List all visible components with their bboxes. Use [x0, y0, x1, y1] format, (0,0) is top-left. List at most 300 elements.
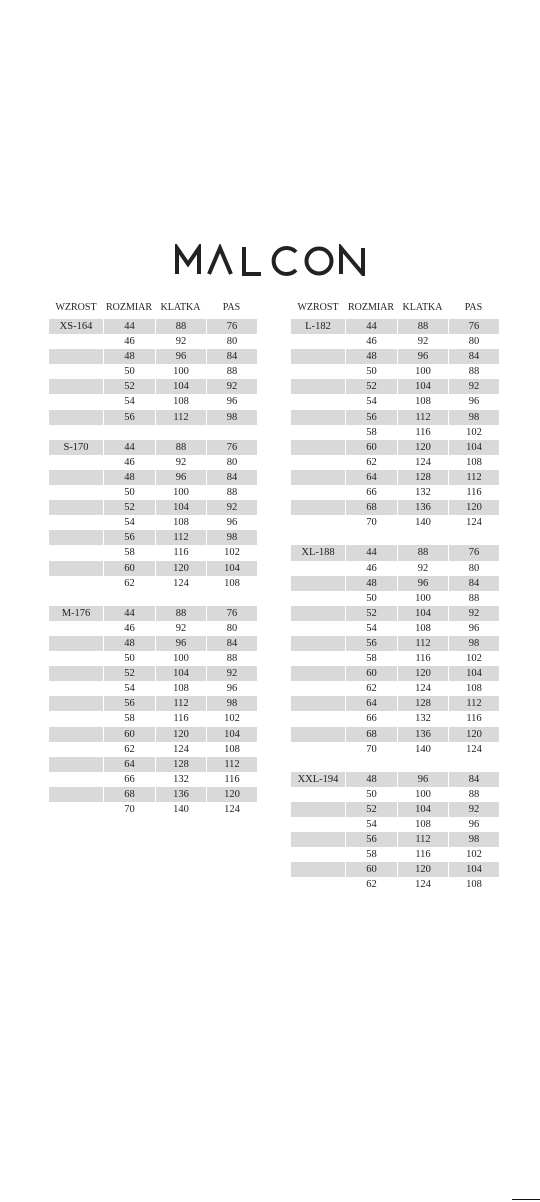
cell-pas: 96 — [448, 817, 499, 832]
cell-pas: 98 — [206, 410, 257, 425]
cell-pas: 80 — [448, 561, 499, 576]
cell-wzrost — [49, 681, 103, 696]
cell-klatka: 92 — [155, 455, 206, 470]
cell-wzrost — [49, 470, 103, 485]
cell-pas: 98 — [206, 530, 257, 545]
cell-pas: 80 — [206, 455, 257, 470]
table-row — [49, 319, 257, 334]
cell-pas: 102 — [448, 425, 499, 440]
cell-rozmiar: 68 — [345, 500, 397, 515]
table-row — [49, 772, 257, 787]
table-row — [291, 319, 499, 334]
cell-klatka: 112 — [155, 530, 206, 545]
cell-pas: 92 — [206, 500, 257, 515]
cell-klatka: 124 — [155, 742, 206, 757]
cell-klatka: 112 — [155, 410, 206, 425]
table-row — [291, 425, 499, 440]
cell-klatka: 120 — [397, 440, 448, 455]
table-row — [49, 394, 257, 409]
cell-rozmiar: 46 — [103, 621, 155, 636]
cell-pas: 96 — [206, 681, 257, 696]
cell-wzrost — [49, 515, 103, 530]
cell-pas: 84 — [448, 576, 499, 591]
cell-klatka: 96 — [397, 772, 448, 787]
cell-klatka: 104 — [155, 379, 206, 394]
cell-rozmiar: 48 — [345, 772, 397, 787]
cell-klatka: 104 — [397, 379, 448, 394]
cell-rozmiar: 56 — [345, 636, 397, 651]
table-row — [49, 802, 257, 817]
table-row — [291, 802, 499, 817]
cell-wzrost: XS-164 — [59, 321, 93, 332]
cell-wzrost: L-182 — [305, 321, 331, 332]
header-wzrost: WZROST — [55, 302, 97, 313]
cell-klatka: 100 — [155, 485, 206, 500]
cell-klatka: 136 — [397, 500, 448, 515]
cell-rozmiar: 44 — [345, 545, 397, 560]
cell-rozmiar: 46 — [345, 561, 397, 576]
table-row — [49, 727, 257, 742]
cell-wzrost — [49, 757, 103, 772]
cell-pas: 116 — [206, 772, 257, 787]
cell-klatka: 96 — [397, 349, 448, 364]
table-row — [291, 349, 499, 364]
cell-klatka: 124 — [397, 455, 448, 470]
table-row — [49, 621, 257, 636]
cell-wzrost — [291, 742, 345, 757]
table-body — [291, 319, 499, 893]
cell-klatka: 104 — [397, 802, 448, 817]
cell-pas: 84 — [206, 470, 257, 485]
cell-klatka: 100 — [397, 364, 448, 379]
table-row — [291, 576, 499, 591]
cell-wzrost — [291, 817, 345, 832]
corner-divider — [512, 1199, 540, 1200]
group-spacer — [291, 757, 499, 772]
table-row — [49, 681, 257, 696]
table-row — [291, 394, 499, 409]
cell-wzrost — [291, 636, 345, 651]
table-row — [49, 757, 257, 772]
cell-wzrost — [49, 742, 103, 757]
cell-wzrost — [291, 651, 345, 666]
cell-rozmiar: 50 — [103, 364, 155, 379]
cell-wzrost — [49, 379, 103, 394]
cell-pas: 96 — [448, 621, 499, 636]
cell-wzrost — [49, 364, 103, 379]
table-row — [291, 727, 499, 742]
cell-klatka: 88 — [397, 319, 448, 334]
table-row — [291, 817, 499, 832]
cell-rozmiar: 44 — [103, 440, 155, 455]
table-row — [291, 696, 499, 711]
cell-pas: 88 — [206, 485, 257, 500]
cell-pas: 88 — [206, 364, 257, 379]
cell-pas: 108 — [448, 877, 499, 892]
cell-klatka: 140 — [155, 802, 206, 817]
cell-klatka: 128 — [155, 757, 206, 772]
cell-klatka: 132 — [397, 711, 448, 726]
cell-klatka: 112 — [397, 410, 448, 425]
cell-rozmiar: 48 — [345, 349, 397, 364]
cell-rozmiar: 44 — [103, 606, 155, 621]
cell-rozmiar: 46 — [345, 334, 397, 349]
table-row — [49, 636, 257, 651]
table-row — [49, 455, 257, 470]
table-row — [291, 606, 499, 621]
cell-pas: 98 — [448, 636, 499, 651]
cell-wzrost — [291, 576, 345, 591]
cell-klatka: 108 — [155, 394, 206, 409]
cell-rozmiar: 46 — [103, 334, 155, 349]
cell-rozmiar: 50 — [345, 787, 397, 802]
cell-klatka: 132 — [397, 485, 448, 500]
cell-pas: 104 — [206, 727, 257, 742]
table-body — [49, 319, 257, 817]
cell-pas: 112 — [206, 757, 257, 772]
table-row — [49, 696, 257, 711]
cell-pas: 96 — [206, 515, 257, 530]
cell-klatka: 140 — [397, 742, 448, 757]
table-row — [291, 485, 499, 500]
cell-pas: 116 — [448, 711, 499, 726]
cell-rozmiar: 44 — [103, 319, 155, 334]
table-row — [49, 787, 257, 802]
cell-pas: 92 — [448, 606, 499, 621]
table-row — [291, 787, 499, 802]
cell-wzrost — [291, 440, 345, 455]
cell-rozmiar: 62 — [345, 877, 397, 892]
cell-klatka: 108 — [155, 515, 206, 530]
cell-klatka: 88 — [397, 545, 448, 560]
cell-klatka: 136 — [155, 787, 206, 802]
table-row — [291, 666, 499, 681]
cell-rozmiar: 48 — [103, 349, 155, 364]
cell-rozmiar: 52 — [103, 379, 155, 394]
cell-wzrost — [291, 425, 345, 440]
cell-wzrost — [49, 561, 103, 576]
cell-pas: 92 — [206, 666, 257, 681]
cell-pas: 76 — [206, 440, 257, 455]
cell-wzrost — [291, 455, 345, 470]
cell-pas: 102 — [448, 847, 499, 862]
cell-rozmiar: 60 — [103, 561, 155, 576]
table-row — [49, 364, 257, 379]
cell-pas: 80 — [448, 334, 499, 349]
table-row — [291, 545, 499, 560]
cell-klatka: 116 — [155, 711, 206, 726]
cell-klatka: 88 — [155, 440, 206, 455]
cell-wzrost — [49, 455, 103, 470]
cell-pas: 96 — [448, 394, 499, 409]
table-row — [291, 440, 499, 455]
table-row — [49, 500, 257, 515]
cell-klatka: 108 — [155, 681, 206, 696]
cell-wzrost — [291, 379, 345, 394]
table-header — [49, 300, 257, 315]
cell-pas: 88 — [448, 364, 499, 379]
cell-rozmiar: 54 — [345, 394, 397, 409]
cell-wzrost — [291, 410, 345, 425]
cell-pas: 108 — [448, 455, 499, 470]
header-pas: PAS — [464, 302, 483, 313]
table-row — [49, 485, 257, 500]
cell-pas: 92 — [448, 379, 499, 394]
cell-klatka: 96 — [155, 470, 206, 485]
cell-klatka: 104 — [155, 500, 206, 515]
cell-pas: 124 — [448, 742, 499, 757]
cell-rozmiar: 60 — [103, 727, 155, 742]
table-row — [49, 515, 257, 530]
cell-rozmiar: 46 — [103, 455, 155, 470]
table-row — [291, 334, 499, 349]
cell-klatka: 116 — [397, 847, 448, 862]
cell-wzrost — [49, 576, 103, 591]
table-row — [291, 832, 499, 847]
cell-klatka: 92 — [155, 334, 206, 349]
cell-wzrost — [291, 666, 345, 681]
cell-klatka: 92 — [397, 334, 448, 349]
cell-rozmiar: 44 — [345, 319, 397, 334]
table-row — [291, 772, 499, 787]
cell-pas: 76 — [206, 606, 257, 621]
cell-rozmiar: 52 — [345, 802, 397, 817]
cell-rozmiar: 68 — [345, 727, 397, 742]
cell-pas: 102 — [206, 711, 257, 726]
cell-wzrost — [49, 727, 103, 742]
cell-pas: 80 — [206, 334, 257, 349]
table-row — [291, 636, 499, 651]
cell-pas: 104 — [448, 440, 499, 455]
cell-pas: 98 — [448, 410, 499, 425]
table-row — [49, 334, 257, 349]
cell-pas: 84 — [448, 349, 499, 364]
cell-wzrost — [49, 530, 103, 545]
cell-pas: 84 — [206, 349, 257, 364]
table-row — [49, 576, 257, 591]
cell-rozmiar: 54 — [345, 621, 397, 636]
cell-klatka: 108 — [397, 621, 448, 636]
cell-rozmiar: 64 — [345, 696, 397, 711]
table-row — [49, 711, 257, 726]
table-row — [49, 666, 257, 681]
cell-rozmiar: 68 — [103, 787, 155, 802]
table-row — [291, 681, 499, 696]
cell-wzrost — [291, 561, 345, 576]
cell-klatka: 100 — [155, 364, 206, 379]
cell-wzrost — [291, 515, 345, 530]
cell-pas: 102 — [448, 651, 499, 666]
cell-pas: 76 — [206, 319, 257, 334]
size-table-right — [291, 300, 499, 893]
table-row — [291, 500, 499, 515]
cell-klatka: 112 — [155, 696, 206, 711]
cell-wzrost — [49, 621, 103, 636]
cell-pas: 84 — [206, 636, 257, 651]
cell-pas: 112 — [448, 696, 499, 711]
cell-wzrost: S-170 — [63, 441, 89, 453]
cell-rozmiar: 48 — [103, 470, 155, 485]
cell-rozmiar: 50 — [345, 364, 397, 379]
cell-wzrost — [291, 349, 345, 364]
cell-klatka: 120 — [155, 727, 206, 742]
cell-klatka: 104 — [397, 606, 448, 621]
table-row — [291, 561, 499, 576]
cell-klatka: 100 — [397, 787, 448, 802]
cell-rozmiar: 52 — [345, 379, 397, 394]
cell-rozmiar: 54 — [103, 394, 155, 409]
cell-wzrost — [49, 410, 103, 425]
table-row — [49, 440, 257, 455]
cell-rozmiar: 66 — [103, 772, 155, 787]
cell-rozmiar: 60 — [345, 666, 397, 681]
cell-pas: 102 — [206, 545, 257, 560]
cell-rozmiar: 60 — [345, 862, 397, 877]
cell-klatka: 116 — [397, 425, 448, 440]
cell-rozmiar: 64 — [103, 757, 155, 772]
cell-pas: 104 — [448, 862, 499, 877]
header-pas: PAS — [222, 302, 241, 313]
cell-pas: 98 — [448, 832, 499, 847]
table-row — [291, 877, 499, 892]
table-row — [49, 651, 257, 666]
cell-wzrost — [49, 787, 103, 802]
cell-pas: 120 — [448, 727, 499, 742]
cell-rozmiar: 62 — [345, 455, 397, 470]
cell-klatka: 140 — [397, 515, 448, 530]
cell-wzrost: XXL-194 — [297, 773, 339, 785]
cell-klatka: 104 — [155, 666, 206, 681]
cell-pas: 92 — [448, 802, 499, 817]
cell-wzrost — [291, 832, 345, 847]
cell-klatka: 116 — [155, 545, 206, 560]
cell-wzrost — [49, 334, 103, 349]
header-wzrost: WZROST — [297, 302, 339, 313]
cell-rozmiar: 48 — [103, 636, 155, 651]
cell-rozmiar: 56 — [345, 410, 397, 425]
cell-wzrost — [291, 681, 345, 696]
table-row — [49, 530, 257, 545]
cell-wzrost — [291, 394, 345, 409]
cell-rozmiar: 66 — [345, 485, 397, 500]
cell-pas: 124 — [206, 802, 257, 817]
cell-klatka: 96 — [397, 576, 448, 591]
cell-rozmiar: 54 — [345, 817, 397, 832]
table-row — [291, 379, 499, 394]
cell-pas: 108 — [206, 576, 257, 591]
malcon-logo — [174, 244, 368, 276]
table-row — [291, 364, 499, 379]
cell-rozmiar: 66 — [345, 711, 397, 726]
cell-rozmiar: 62 — [103, 576, 155, 591]
cell-rozmiar: 60 — [345, 440, 397, 455]
cell-klatka: 88 — [155, 606, 206, 621]
cell-wzrost — [49, 711, 103, 726]
table-row — [49, 379, 257, 394]
cell-wzrost: M-176 — [61, 607, 91, 619]
cell-pas: 112 — [448, 470, 499, 485]
cell-pas: 108 — [206, 742, 257, 757]
cell-wzrost — [291, 696, 345, 711]
cell-wzrost — [291, 500, 345, 515]
cell-rozmiar: 50 — [345, 591, 397, 606]
cell-rozmiar: 58 — [345, 847, 397, 862]
cell-wzrost — [49, 349, 103, 364]
cell-rozmiar: 70 — [345, 515, 397, 530]
cell-pas: 76 — [448, 545, 499, 560]
cell-wzrost: XL-188 — [301, 547, 335, 559]
cell-pas: 88 — [206, 651, 257, 666]
cell-pas: 120 — [206, 787, 257, 802]
cell-klatka: 96 — [155, 636, 206, 651]
cell-rozmiar: 70 — [103, 802, 155, 817]
cell-rozmiar: 70 — [345, 742, 397, 757]
cell-wzrost — [291, 485, 345, 500]
cell-klatka: 88 — [155, 319, 206, 334]
header-klatka: KLATKA — [402, 302, 443, 313]
cell-pas: 116 — [448, 485, 499, 500]
cell-rozmiar: 58 — [103, 545, 155, 560]
table-row — [291, 591, 499, 606]
cell-pas: 108 — [448, 681, 499, 696]
cell-wzrost — [291, 787, 345, 802]
table-row — [291, 515, 499, 530]
cell-wzrost — [49, 394, 103, 409]
cell-wzrost — [49, 500, 103, 515]
cell-klatka: 132 — [155, 772, 206, 787]
cell-wzrost — [291, 711, 345, 726]
cell-wzrost — [49, 696, 103, 711]
cell-pas: 88 — [448, 787, 499, 802]
table-row — [49, 742, 257, 757]
cell-klatka: 124 — [155, 576, 206, 591]
table-row — [49, 545, 257, 560]
cell-wzrost — [291, 877, 345, 892]
cell-pas: 120 — [448, 500, 499, 515]
cell-wzrost — [291, 621, 345, 636]
cell-klatka: 100 — [397, 591, 448, 606]
cell-wzrost — [291, 334, 345, 349]
cell-rozmiar: 52 — [103, 666, 155, 681]
cell-klatka: 128 — [397, 470, 448, 485]
cell-wzrost — [49, 802, 103, 817]
cell-rozmiar: 56 — [103, 696, 155, 711]
cell-klatka: 96 — [155, 349, 206, 364]
group-spacer — [49, 425, 257, 440]
cell-pas: 96 — [206, 394, 257, 409]
table-row — [291, 651, 499, 666]
table-row — [291, 711, 499, 726]
cell-klatka: 92 — [397, 561, 448, 576]
cell-pas: 76 — [448, 319, 499, 334]
cell-klatka: 108 — [397, 817, 448, 832]
cell-wzrost — [49, 666, 103, 681]
table-row — [291, 862, 499, 877]
cell-pas: 124 — [448, 515, 499, 530]
cell-rozmiar: 58 — [345, 651, 397, 666]
cell-pas: 104 — [206, 561, 257, 576]
cell-wzrost — [291, 606, 345, 621]
cell-klatka: 100 — [155, 651, 206, 666]
cell-pas: 98 — [206, 696, 257, 711]
cell-wzrost — [291, 862, 345, 877]
table-row — [291, 470, 499, 485]
cell-rozmiar: 58 — [103, 711, 155, 726]
cell-pas: 80 — [206, 621, 257, 636]
cell-rozmiar: 50 — [103, 485, 155, 500]
cell-wzrost — [49, 545, 103, 560]
cell-klatka: 124 — [397, 681, 448, 696]
